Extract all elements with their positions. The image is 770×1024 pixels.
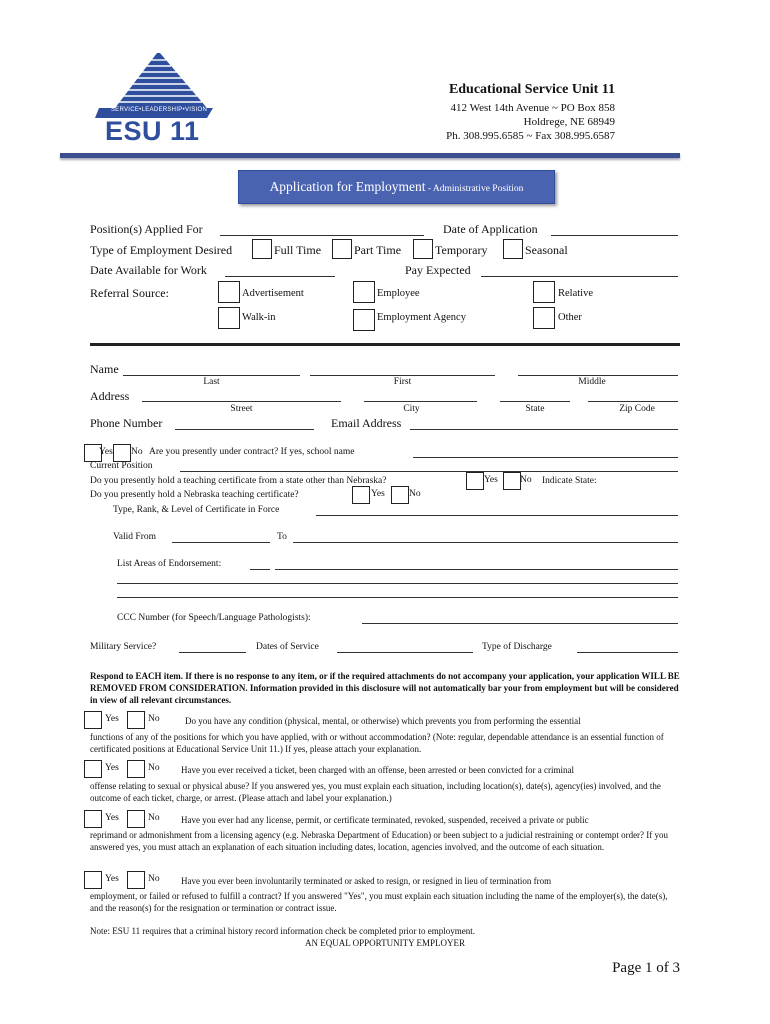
q1-no-label: No [148, 714, 160, 724]
employee-checkbox[interactable] [353, 281, 375, 303]
criminal-check-note: Note: ESU 11 requires that a criminal history record information check be completed prior to employment. [90, 926, 476, 936]
middle-caption: Middle [578, 377, 606, 387]
q1-yes-checkbox[interactable] [84, 711, 102, 729]
contract-yes-label: Yes [99, 447, 113, 457]
header-rule [60, 153, 680, 158]
state-field[interactable] [500, 401, 570, 402]
military-label: Military Service? [90, 642, 157, 652]
agency-checkbox[interactable] [353, 309, 375, 331]
relative-label: Relative [558, 288, 593, 299]
type-emp-label: Type of Employment Desired [90, 243, 233, 257]
eeo-statement: AN EQUAL OPPORTUNITY EMPLOYER [304, 938, 466, 948]
org-phone: Ph. 308.995.6585 ~ Fax 308.995.6587 [446, 130, 615, 142]
endorse-field-1[interactable] [250, 569, 270, 570]
pay-expected-label: Pay Expected [405, 263, 471, 277]
email-label: Email Address [331, 416, 402, 430]
to-label: To [277, 532, 287, 542]
banner-title: Application for Employment [269, 179, 426, 194]
current-position-label: Current Position [90, 461, 153, 471]
last-caption: Last [203, 377, 220, 387]
employee-label: Employee [377, 288, 420, 299]
q4-no-checkbox[interactable] [127, 871, 145, 889]
valid-to-field[interactable] [293, 542, 678, 543]
ne-cert-no-label: No [409, 489, 421, 499]
q4-yes-label: Yes [105, 874, 119, 884]
q2-yes-label: Yes [105, 763, 119, 773]
valid-from-label: Valid From [113, 532, 157, 542]
positions-field[interactable] [220, 235, 424, 236]
endorse-label: List Areas of Endorsement: [117, 559, 222, 569]
other-checkbox[interactable] [533, 307, 555, 329]
section-divider [90, 343, 680, 346]
q2-text-a: Have you ever received a ticket, been charged with an offense, been arrested or been convicted for a criminal [181, 765, 574, 775]
full-time-label: Full Time [274, 243, 322, 257]
q3-no-checkbox[interactable] [127, 810, 145, 828]
temporary-checkbox[interactable] [413, 239, 433, 259]
dates-service-field[interactable] [337, 652, 473, 653]
esu-logo [95, 50, 230, 150]
pay-expected-field[interactable] [481, 276, 678, 277]
contract-no-label: No [131, 447, 143, 457]
q3-no-label: No [148, 813, 160, 823]
q1-no-checkbox[interactable] [127, 711, 145, 729]
middle-name-field[interactable] [518, 375, 678, 376]
ne-cert-question: Do you presently hold a Nebraska teaching certificate? [90, 490, 299, 500]
ne-cert-yes-checkbox[interactable] [352, 486, 370, 504]
other-cert-yes-checkbox[interactable] [466, 472, 484, 490]
q4-no-label: No [148, 874, 160, 884]
q4-text-b: employment, or failed or refused to fulfill a contract? If you answered "Yes", you must explain each situation including the name of the employer(s), the date(s), and the reason(s) for the resignation or termination or contract issue. [90, 891, 668, 913]
ne-cert-no-checkbox[interactable] [391, 486, 409, 504]
org-address-block [446, 82, 615, 143]
type-rank-field[interactable] [316, 515, 678, 516]
other-label: Other [558, 312, 582, 323]
q2-yes-checkbox[interactable] [84, 760, 102, 778]
valid-from-field[interactable] [172, 542, 270, 543]
name-label: Name [90, 362, 119, 376]
first-caption: First [393, 377, 412, 387]
org-address-2: Holdrege, NE 68949 [523, 116, 615, 128]
q3-text-a: Have you ever had any license, permit, or certificate terminated, revoked, suspended, received a private or public [181, 815, 589, 825]
first-name-field[interactable] [310, 375, 495, 376]
page-number: Page 1 of 3 [612, 960, 680, 976]
referral-label: Referral Source: [90, 286, 169, 300]
ccc-field[interactable] [362, 623, 678, 624]
q4-text-a: Have you ever been involuntarily terminated or asked to resign, or resigned in lieu of termination from [181, 876, 552, 886]
respond-instructions: Respond to EACH item. If there is no response to any item, or if the required attachments do not accompany your application, your application WILL BE REMOVED FROM CONSIDERATION. Information provided in this disclosure will not automatically bar your from employment but will be considered in view of all relevant circumstances. [90, 671, 680, 705]
street-caption: Street [230, 404, 253, 414]
title-banner [238, 170, 555, 204]
other-cert-question: Do you presently hold a teaching certificate from a state other than Nebraska? [90, 476, 387, 486]
other-cert-no-label: No [520, 475, 532, 485]
date-app-field[interactable] [551, 235, 678, 236]
date-avail-label: Date Available for Work [90, 263, 207, 277]
q1-yes-label: Yes [105, 714, 119, 724]
org-address-1: 412 West 14th Avenue ~ PO Box 858 [450, 102, 615, 114]
q1-text-b: functions of any of the positions for which you have applied, with or without accommodation? (Note: regular, dependable attendance is an essential function of certificated positions at Educational Service Unit 11.) If yes, please attach your explanation. [90, 732, 664, 754]
ne-cert-yes-label: Yes [371, 489, 385, 499]
discharge-field[interactable] [577, 652, 678, 653]
part-time-checkbox[interactable] [332, 239, 352, 259]
indicate-state-label: Indicate State: [542, 476, 597, 486]
endorse-field-2[interactable] [117, 583, 678, 584]
zip-caption: Zip Code [619, 404, 655, 414]
contract-no-checkbox[interactable] [113, 444, 131, 462]
city-field[interactable] [364, 401, 477, 402]
q2-no-checkbox[interactable] [127, 760, 145, 778]
full-time-checkbox[interactable] [252, 239, 272, 259]
q3-yes-checkbox[interactable] [84, 810, 102, 828]
phone-label: Phone Number [90, 416, 163, 430]
logo-text: ESU 11 [105, 116, 200, 146]
org-name: Educational Service Unit 11 [448, 82, 615, 97]
last-name-field[interactable] [123, 375, 300, 376]
q3-yes-label: Yes [105, 813, 119, 823]
state-caption: State [525, 404, 545, 414]
seasonal-label: Seasonal [525, 243, 568, 257]
q2-no-label: No [148, 763, 160, 773]
dates-service-label: Dates of Service [256, 642, 319, 652]
walk-in-label: Walk-in [242, 312, 276, 323]
current-position-field[interactable] [180, 471, 678, 472]
positions-label: Position(s) Applied For [90, 222, 203, 236]
contract-question: Are you presently under contract? If yes, school name [149, 447, 355, 457]
q1-text-a: Do you have any condition (physical, mental, or otherwise) which prevents you from performing the essential [185, 716, 581, 726]
advertisement-checkbox[interactable] [218, 281, 240, 303]
endorse-field-3[interactable] [117, 597, 678, 598]
city-caption: City [403, 404, 420, 414]
phone-field[interactable] [175, 429, 314, 430]
type-rank-label: Type, Rank, & Level of Certificate in Force [113, 505, 280, 515]
relative-checkbox[interactable] [533, 281, 555, 303]
part-time-label: Part Time [354, 243, 402, 257]
email-field[interactable] [410, 429, 678, 430]
address-label: Address [90, 389, 130, 403]
advertisement-label: Advertisement [242, 288, 304, 299]
walk-in-checkbox[interactable] [218, 307, 240, 329]
agency-label: Employment Agency [377, 312, 466, 323]
discharge-label: Type of Discharge [482, 642, 552, 652]
temporary-label: Temporary [435, 243, 488, 257]
school-name-field[interactable] [413, 457, 678, 458]
seasonal-checkbox[interactable] [503, 239, 523, 259]
other-cert-no-checkbox[interactable] [503, 472, 521, 490]
q2-text-b: offense relating to sexual or physical abuse? If you answered yes, you must explain each situation, including location(s), date(s), agency(ies) involved, and the outcome of each ticket, charge, or arrest. (Please attach and label your explanation.) [90, 781, 661, 803]
date-app-label: Date of Application [443, 222, 538, 236]
endorse-field-1b[interactable] [275, 569, 678, 570]
logo-band-text: SERVICE•LEADERSHIP•VISION [110, 107, 208, 113]
military-field[interactable] [179, 652, 246, 653]
q3-text-b: reprimand or admonishment from a licensing agency (e.g. Nebraska Department of Education) or been subject to a judicial restraining or contempt order? If you answered yes, you must attach an explanation of each situation including dates, location, agencies involved, and the outcome of each situation. [90, 830, 669, 852]
date-avail-field[interactable] [225, 276, 335, 277]
ccc-label: CCC Number (for Speech/Language Pathologists): [117, 613, 311, 623]
zip-field[interactable] [588, 401, 678, 402]
banner-sub: - Administrative Position [425, 184, 524, 194]
other-cert-yes-label: Yes [484, 475, 498, 485]
street-field[interactable] [142, 401, 341, 402]
q4-yes-checkbox[interactable] [84, 871, 102, 889]
